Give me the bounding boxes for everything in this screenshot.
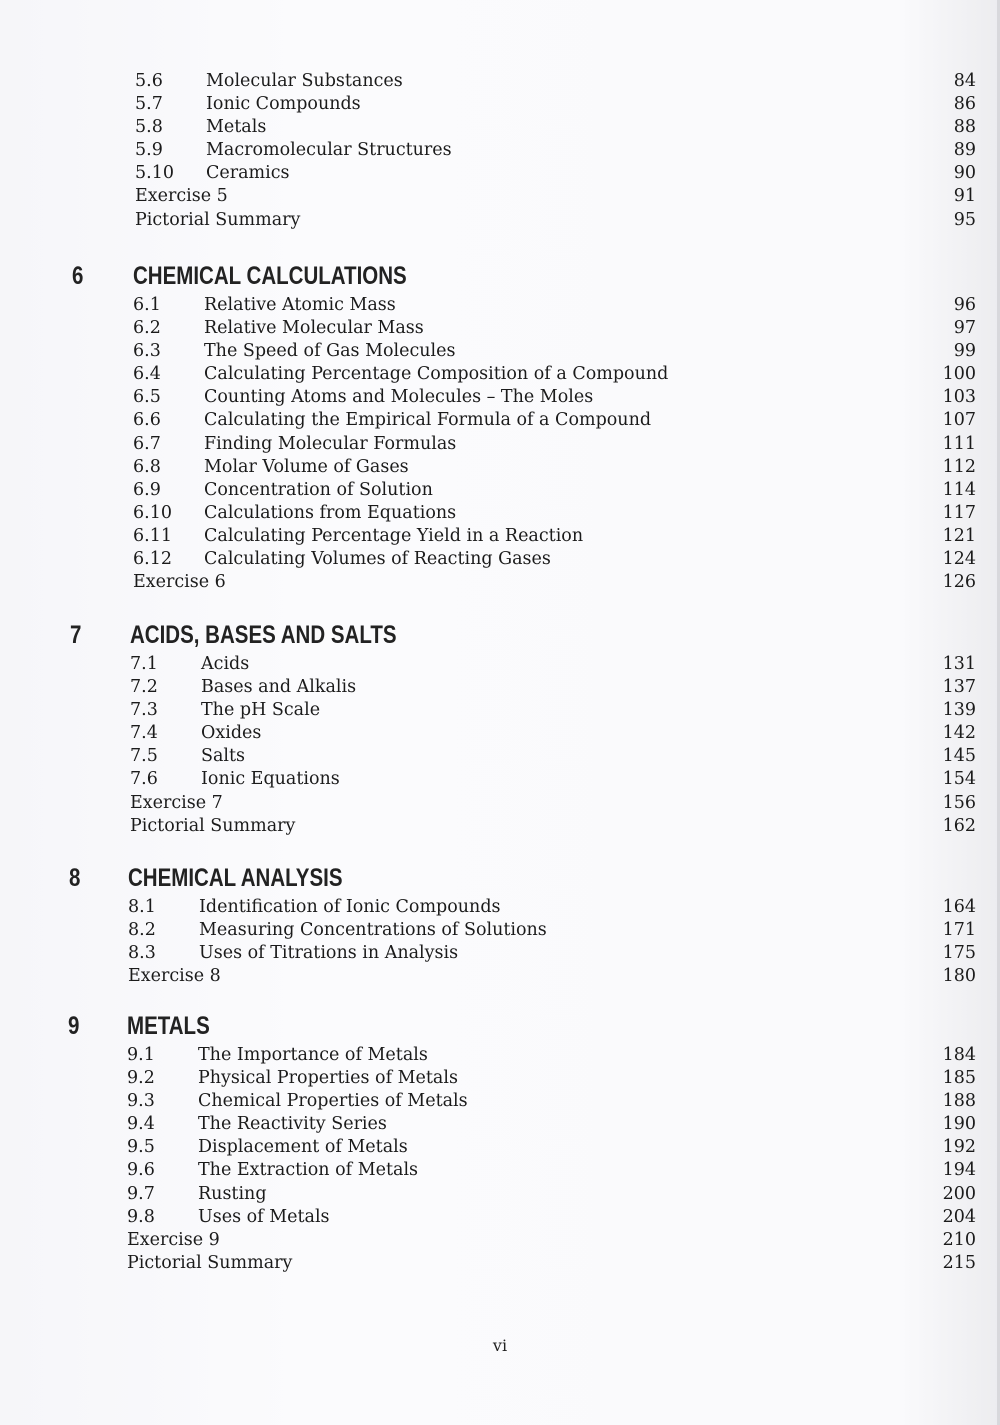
- chapter-number: 8: [69, 864, 81, 892]
- extra-title: Pictorial Summary: [127, 1252, 293, 1273]
- page-number: 97: [953, 318, 976, 339]
- section-title: Identification of Ionic Compounds: [199, 897, 501, 917]
- section-number: 9.6: [127, 1160, 155, 1181]
- page-number: 171: [942, 920, 976, 941]
- section-number: 9.7: [127, 1183, 155, 1204]
- page-number: 88: [953, 117, 976, 138]
- chapter-number: 6: [72, 262, 84, 290]
- page-number: 184: [942, 1045, 976, 1065]
- toc-chapter-7: [70, 617, 976, 838]
- page-number: 164: [942, 897, 976, 917]
- section-number: 9.1: [127, 1045, 155, 1065]
- toc-entry[interactable]: [72, 525, 976, 548]
- section-title: Ceramics: [206, 163, 290, 184]
- chapter-heading[interactable]: [70, 617, 970, 653]
- section-title: Finding Molecular Formulas: [204, 433, 457, 454]
- toc-chapter-6: [72, 258, 976, 594]
- page-number: 190: [942, 1114, 976, 1135]
- toc-entry[interactable]: [68, 1090, 976, 1113]
- page-number: 210: [942, 1229, 976, 1250]
- chapter-title: ACIDS, BASES AND SALTS: [130, 621, 397, 649]
- toc-entry[interactable]: [135, 139, 1000, 162]
- toc-entry[interactable]: [70, 653, 976, 676]
- section-title: Calculating the Empirical Formula of a Compound: [204, 410, 652, 431]
- section-title: The Reactivity Series: [198, 1114, 387, 1135]
- extra-title: Exercise 6: [133, 572, 226, 593]
- toc-extra-entry[interactable]: [70, 815, 976, 838]
- page-number: 126: [942, 572, 976, 593]
- toc-entry[interactable]: [72, 456, 976, 479]
- section-title: Ionic Compounds: [206, 94, 361, 115]
- section-number: 9.2: [127, 1068, 155, 1089]
- chapter-heading[interactable]: [72, 258, 972, 294]
- extra-title: Pictorial Summary: [130, 815, 296, 836]
- section-number: 6.2: [133, 318, 161, 339]
- chapter-heading[interactable]: [69, 860, 969, 896]
- section-title: Calculating Volumes of Reacting Gases: [204, 549, 551, 570]
- chapter-title: CHEMICAL CALCULATIONS: [133, 262, 407, 290]
- toc-entry[interactable]: [135, 162, 1000, 185]
- toc-entry[interactable]: [72, 548, 976, 571]
- section-title: Uses of Metals: [198, 1206, 330, 1227]
- extra-title: Exercise 7: [130, 792, 223, 813]
- page-number: 96: [953, 295, 976, 315]
- section-title: Displacement of Metals: [198, 1137, 408, 1158]
- section-title: Uses of Titrations in Analysis: [199, 943, 459, 964]
- section-number: 6.10: [133, 502, 172, 523]
- toc-entry[interactable]: [70, 745, 976, 768]
- toc-entry[interactable]: [70, 699, 976, 722]
- page-number: 103: [942, 387, 976, 408]
- toc-entry[interactable]: [72, 409, 976, 432]
- section-number: 6.6: [133, 410, 161, 431]
- toc-entry[interactable]: [70, 768, 976, 791]
- toc-entry[interactable]: [69, 896, 976, 919]
- section-number: 8.3: [128, 943, 156, 964]
- toc-entry[interactable]: [72, 363, 976, 386]
- page-number: 114: [942, 479, 976, 500]
- section-title: Salts: [201, 746, 246, 767]
- section-title: Calculating Percentage Yield in a Reaction: [204, 525, 584, 546]
- page-number: 180: [942, 966, 976, 987]
- toc-entry[interactable]: [68, 1113, 976, 1136]
- section-title: Physical Properties of Metals: [198, 1068, 458, 1089]
- section-number: 6.8: [133, 456, 161, 477]
- toc-entry[interactable]: [68, 1136, 976, 1159]
- section-number: 6.11: [133, 525, 172, 546]
- page-number: 192: [942, 1137, 976, 1158]
- page-number: 107: [942, 410, 976, 431]
- section-number: 5.7: [135, 94, 163, 115]
- toc-entry[interactable]: [135, 70, 1000, 93]
- section-title: Relative Atomic Mass: [204, 295, 396, 315]
- page-number: 121: [942, 525, 976, 546]
- chapter-title: METALS: [127, 1012, 210, 1040]
- toc-entry[interactable]: [69, 942, 976, 965]
- toc-section-chapter-5-continued: [135, 70, 1000, 232]
- toc-entry[interactable]: [135, 93, 1000, 116]
- extra-title: Exercise 5: [135, 186, 228, 207]
- section-number: 7.5: [130, 746, 158, 767]
- section-number: 5.6: [135, 71, 163, 91]
- section-number: 9.4: [127, 1114, 155, 1135]
- toc-entry[interactable]: [70, 722, 976, 745]
- toc-entry[interactable]: [70, 676, 976, 699]
- toc-extra-entry[interactable]: [68, 1252, 976, 1275]
- page-number: 139: [942, 700, 976, 721]
- section-number: 7.4: [130, 723, 158, 744]
- section-title: Concentration of Solution: [204, 479, 433, 500]
- section-title: Oxides: [201, 723, 262, 744]
- page-number: 124: [942, 549, 976, 570]
- toc-extra-entry[interactable]: [69, 965, 976, 988]
- toc-entry[interactable]: [68, 1067, 976, 1090]
- page-number: 131: [942, 654, 976, 674]
- toc-chapter-8: [69, 860, 976, 988]
- page-number: 90: [953, 163, 976, 184]
- section-number: 6.4: [133, 364, 161, 385]
- section-number: 8.2: [128, 920, 156, 941]
- section-number: 9.5: [127, 1137, 155, 1158]
- toc-entry[interactable]: [68, 1183, 976, 1206]
- section-number: 6.9: [133, 479, 161, 500]
- page-number: 200: [942, 1183, 976, 1204]
- section-title: Calculating Percentage Composition of a Compound: [204, 364, 669, 385]
- page-number: 194: [942, 1160, 976, 1181]
- page-number: 185: [942, 1068, 976, 1089]
- page-number: 188: [942, 1091, 976, 1112]
- section-title: Chemical Properties of Metals: [198, 1091, 468, 1112]
- page-number: 84: [953, 71, 976, 91]
- page-number: 204: [942, 1206, 976, 1227]
- toc-extra-entry[interactable]: [135, 209, 1000, 232]
- page-number: 162: [942, 815, 976, 836]
- page-number: 175: [942, 943, 976, 964]
- page-number: 91: [953, 186, 976, 207]
- toc-extra-entry[interactable]: [135, 185, 1000, 208]
- section-number: 7.1: [130, 654, 158, 674]
- page-number: 145: [942, 746, 976, 767]
- toc-entry[interactable]: [72, 479, 976, 502]
- page-number: 89: [953, 140, 976, 161]
- section-title: Relative Molecular Mass: [204, 318, 424, 339]
- page-number: 86: [953, 94, 976, 115]
- section-title: Molecular Substances: [206, 71, 403, 91]
- section-title: Ionic Equations: [201, 769, 340, 790]
- toc-entry[interactable]: [72, 317, 976, 340]
- section-title: Macromolecular Structures: [206, 140, 452, 161]
- toc-entry[interactable]: [72, 294, 976, 317]
- chapter-title: CHEMICAL ANALYSIS: [128, 864, 343, 892]
- section-number: 7.2: [130, 677, 158, 698]
- section-number: 9.8: [127, 1206, 155, 1227]
- toc-entry[interactable]: [68, 1206, 976, 1229]
- toc-entry[interactable]: [72, 386, 976, 409]
- page-number: 215: [942, 1252, 976, 1273]
- section-title: The pH Scale: [201, 700, 321, 721]
- toc-entry[interactable]: [72, 433, 976, 456]
- page-number: 142: [942, 723, 976, 744]
- page-number: 117: [942, 502, 976, 523]
- section-number: 7.6: [130, 769, 158, 790]
- toc-extra-entry[interactable]: [72, 571, 976, 594]
- section-title: Metals: [206, 117, 267, 138]
- section-title: The Speed of Gas Molecules: [204, 341, 456, 362]
- section-title: Measuring Concentrations of Solutions: [199, 920, 547, 941]
- section-number: 8.1: [128, 897, 156, 917]
- section-title: Bases and Alkalis: [201, 677, 357, 698]
- section-title: Rusting: [198, 1183, 267, 1204]
- chapter-number: 9: [68, 1012, 80, 1040]
- toc-chapter-9: [68, 1008, 976, 1275]
- section-title: Molar Volume of Gases: [204, 456, 409, 477]
- section-title: Counting Atoms and Molecules – The Moles: [204, 387, 594, 408]
- section-title: The Importance of Metals: [198, 1045, 428, 1065]
- section-number: 6.12: [133, 549, 172, 570]
- page-number: 111: [942, 433, 976, 454]
- section-number: 6.3: [133, 341, 161, 362]
- toc-entry[interactable]: [69, 919, 976, 942]
- toc-entry[interactable]: [72, 502, 976, 525]
- page-number: 95: [953, 209, 976, 230]
- section-title: The Extraction of Metals: [198, 1160, 419, 1181]
- section-number: 6.7: [133, 433, 161, 454]
- extra-title: Exercise 9: [127, 1229, 220, 1250]
- toc-entry[interactable]: [68, 1159, 976, 1182]
- page-number: 100: [942, 364, 976, 385]
- toc-extra-entry[interactable]: [68, 1229, 976, 1252]
- section-number: 5.8: [135, 117, 163, 138]
- extra-title: Pictorial Summary: [135, 209, 301, 230]
- section-number: 7.3: [130, 700, 158, 721]
- page-number: 112: [942, 456, 976, 477]
- section-number: 5.10: [135, 163, 174, 184]
- section-number: 5.9: [135, 140, 163, 161]
- toc-extra-entry[interactable]: [70, 792, 976, 815]
- section-number: 6.1: [133, 295, 161, 315]
- page-number: 99: [953, 341, 976, 362]
- section-title: Calculations from Equations: [204, 502, 457, 523]
- extra-title: Exercise 8: [128, 966, 221, 987]
- page-number-footer: vi: [492, 1336, 508, 1355]
- chapter-number: 7: [70, 621, 82, 649]
- page-number: 137: [942, 677, 976, 698]
- toc-entry[interactable]: [72, 340, 976, 363]
- page-number: 156: [942, 792, 976, 813]
- chapter-heading[interactable]: [68, 1008, 968, 1044]
- section-number: 6.5: [133, 387, 161, 408]
- section-title: Acids: [201, 654, 250, 674]
- section-number: 9.3: [127, 1091, 155, 1112]
- toc-entry[interactable]: [68, 1044, 976, 1067]
- toc-entry[interactable]: [135, 116, 1000, 139]
- page-number: 154: [942, 769, 976, 790]
